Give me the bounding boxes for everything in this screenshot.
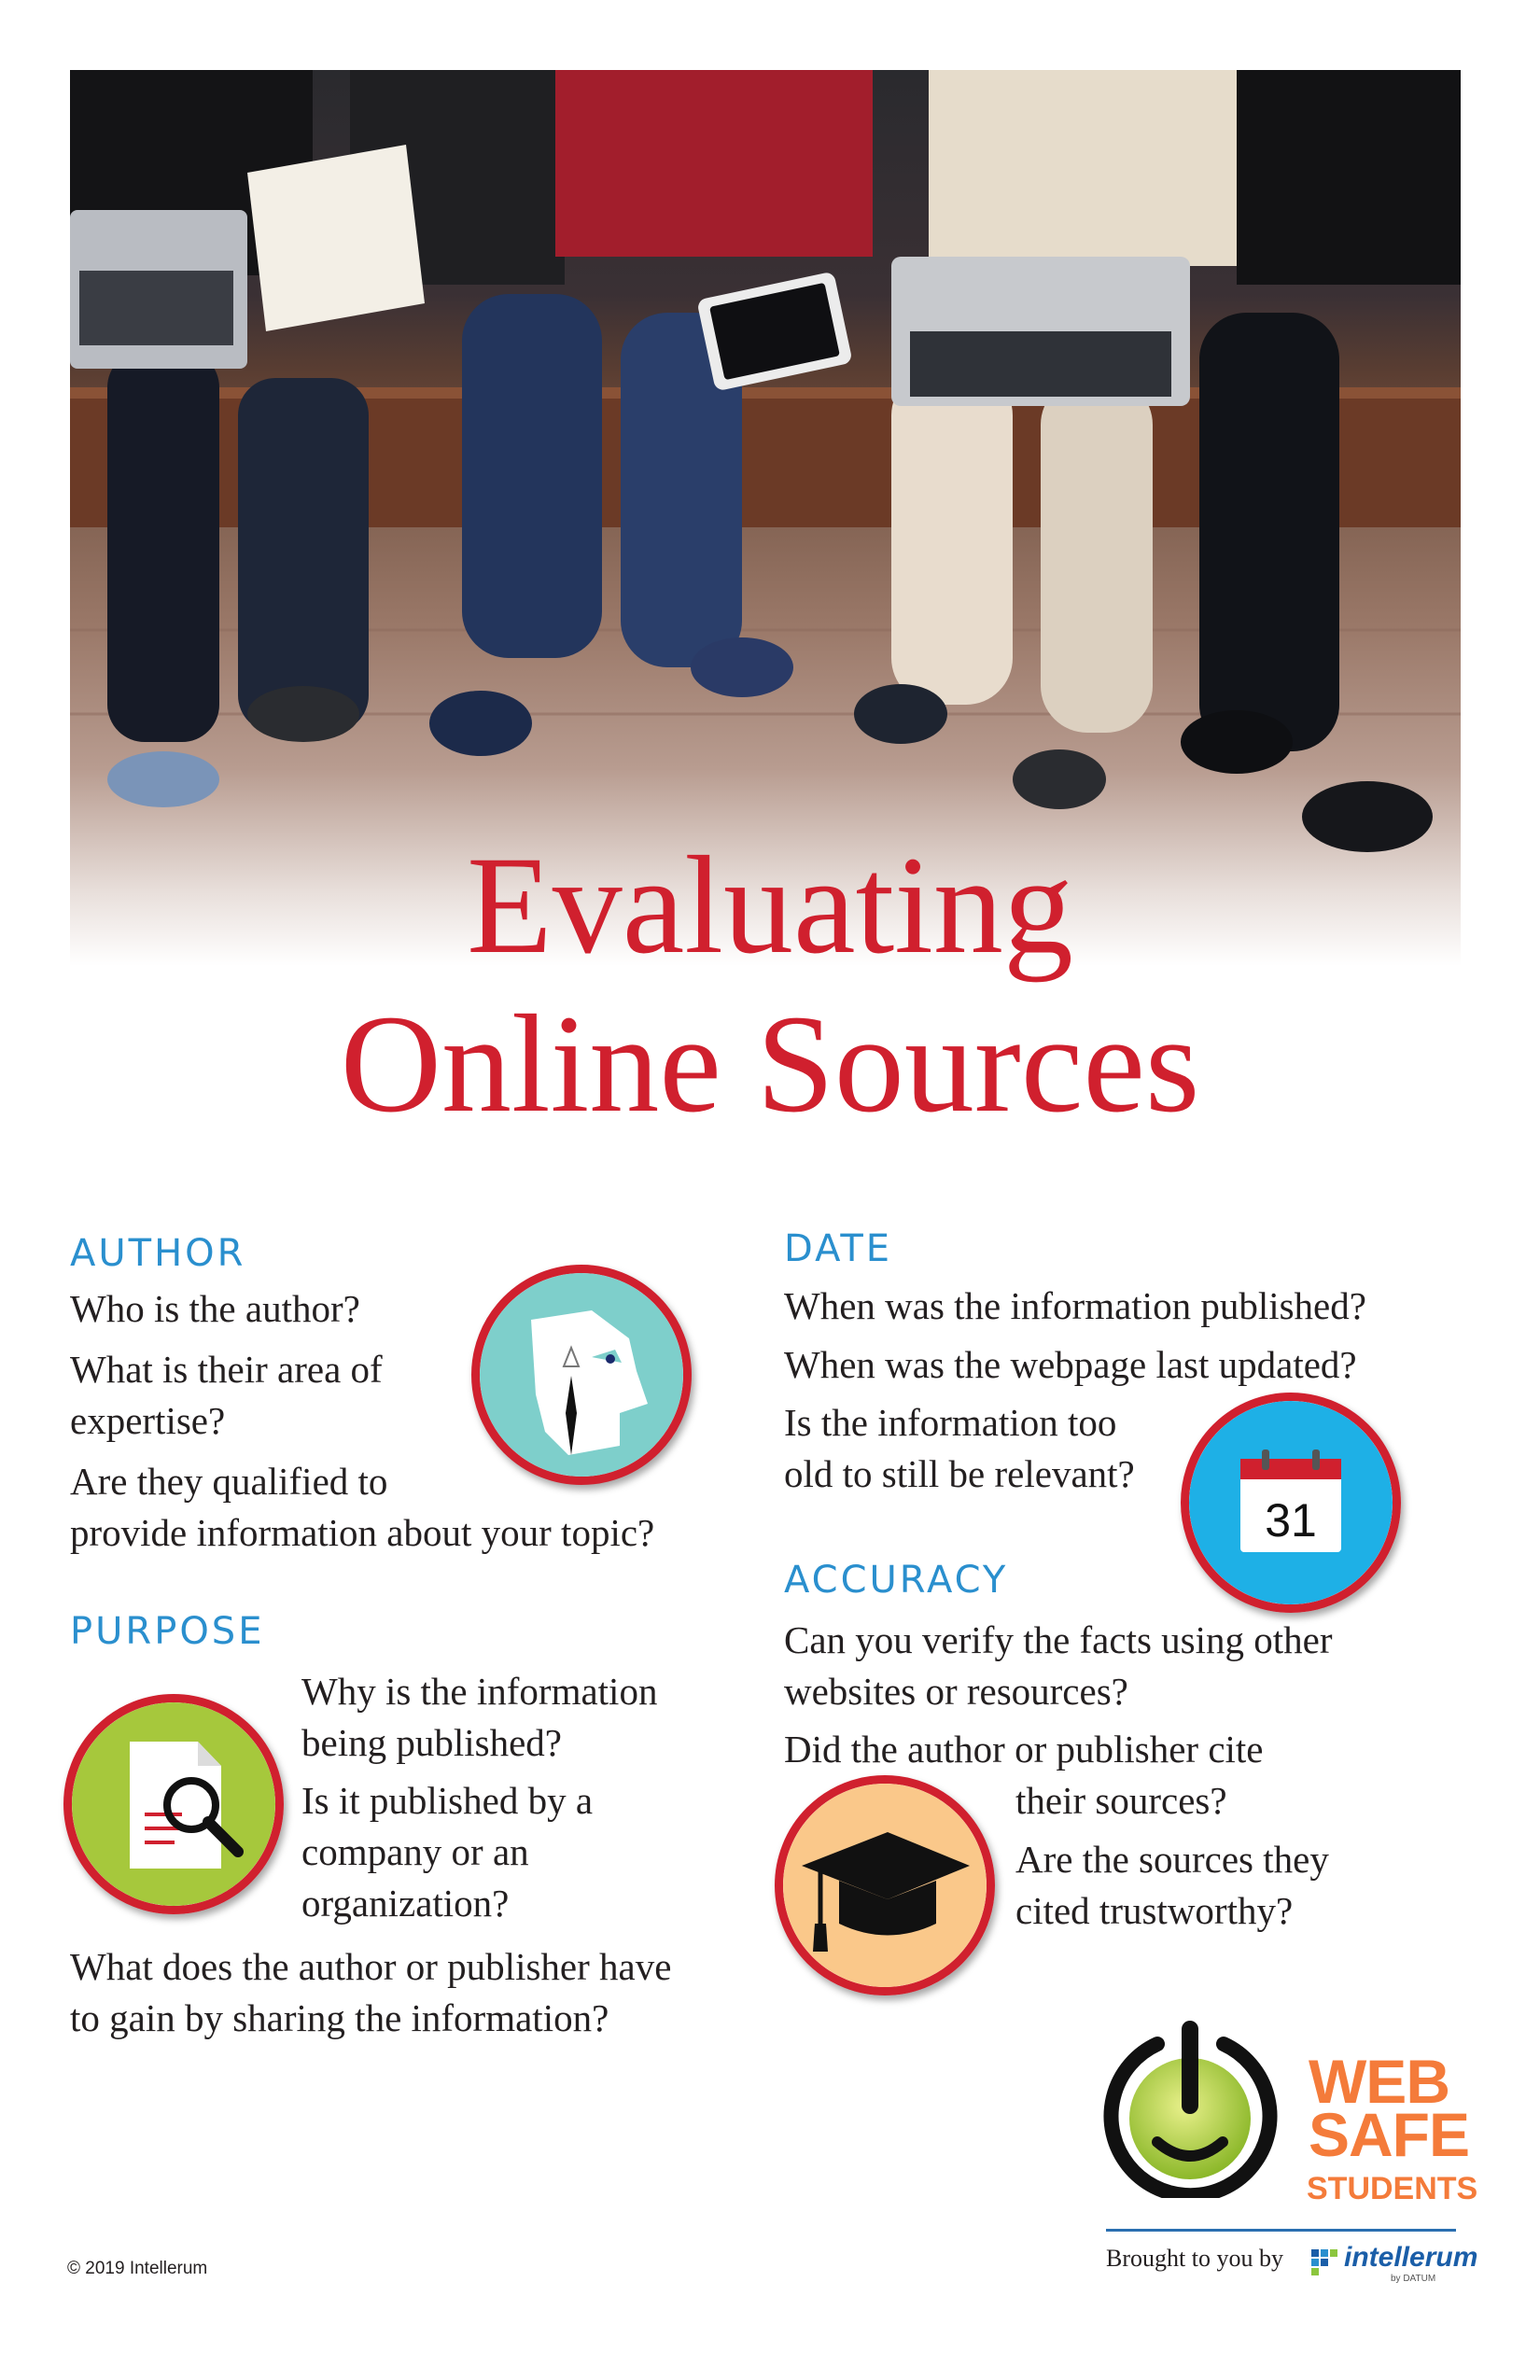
purpose-line: company or an xyxy=(301,1830,529,1873)
date-line: When was the webpage last updated? xyxy=(784,1343,1357,1386)
purpose-line: What does the author or publisher have xyxy=(70,1945,672,1988)
graduation-cap-icon xyxy=(775,1775,995,1995)
accuracy-line: websites or resources? xyxy=(784,1670,1128,1713)
brand-students: STUDENTS xyxy=(1307,2171,1478,2206)
purpose-line: organization? xyxy=(301,1882,510,1925)
purpose-line: Why is the information xyxy=(301,1670,658,1713)
date-line: When was the information published? xyxy=(784,1284,1366,1327)
author-line: expertise? xyxy=(70,1399,226,1442)
accuracy-line: Can you verify the facts using other xyxy=(784,1618,1333,1661)
copyright: © 2019 Intellerum xyxy=(67,2259,208,2278)
brand-web: WEB xyxy=(1309,2047,1449,2116)
power-logo-icon xyxy=(1099,2016,1281,2198)
accuracy-line: Are the sources they xyxy=(1015,1838,1329,1881)
brand-divider xyxy=(1106,2229,1456,2232)
brand-safe: SAFE xyxy=(1309,2100,1470,2169)
calendar-day: 31 xyxy=(1265,1494,1317,1547)
author-line: Who is the author? xyxy=(70,1287,360,1330)
author-line: Are they qualified to xyxy=(70,1460,388,1503)
accuracy-heading: ACCURACY xyxy=(784,1559,1009,1602)
company-sub: by DATUM xyxy=(1391,2274,1436,2284)
head-profile-icon xyxy=(471,1265,692,1485)
author-line: What is their area of xyxy=(70,1348,383,1391)
page-title-line1: Evaluating xyxy=(467,828,1073,983)
company-name: intellerum xyxy=(1344,2242,1478,2273)
accuracy-line: their sources? xyxy=(1015,1779,1227,1822)
calendar-icon xyxy=(1181,1393,1401,1613)
document-magnifier-icon xyxy=(63,1694,284,1914)
page-title-line2: Online Sources xyxy=(340,987,1200,1141)
date-line: Is the information too xyxy=(784,1401,1117,1444)
purpose-line: Is it published by a xyxy=(301,1779,594,1822)
date-line: old to still be relevant? xyxy=(784,1452,1135,1495)
accuracy-line: cited trustworthy? xyxy=(1015,1889,1294,1932)
brought-to-you-by: Brought to you by xyxy=(1106,2245,1283,2272)
accuracy-line: Did the author or publisher cite xyxy=(784,1728,1264,1771)
date-heading: DATE xyxy=(784,1227,893,1270)
purpose-line: to gain by sharing the information? xyxy=(70,1996,609,2039)
purpose-heading: PURPOSE xyxy=(70,1610,265,1653)
author-line: provide information about your topic? xyxy=(70,1511,655,1554)
purpose-line: being published? xyxy=(301,1721,562,1764)
author-heading: AUTHOR xyxy=(70,1232,246,1275)
intellerum-logo-icon xyxy=(1311,2249,1339,2275)
